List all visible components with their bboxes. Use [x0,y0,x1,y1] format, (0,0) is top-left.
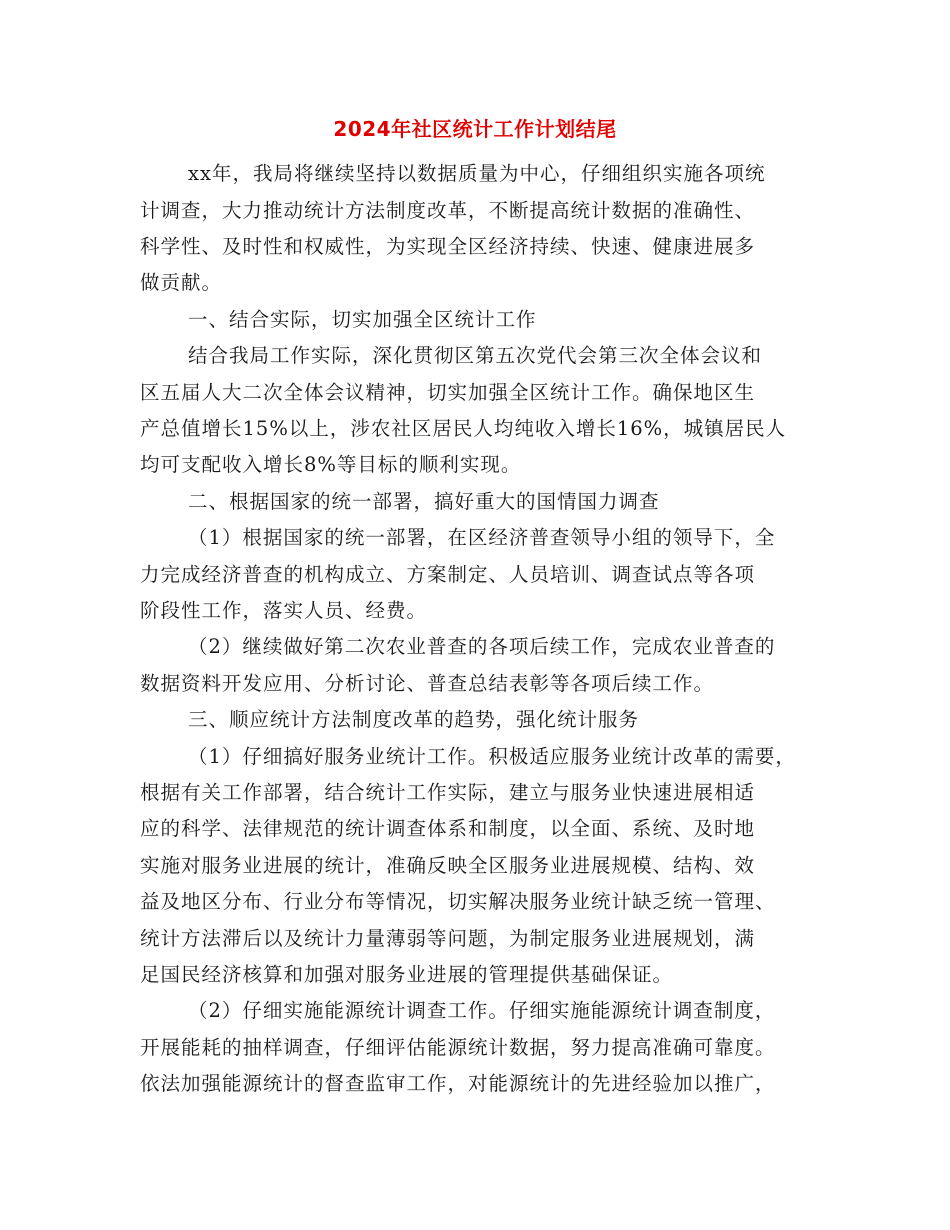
paragraph-line: 均可支配收入增长8%等目标的顺利实现。 [140,453,522,476]
paragraph-line: 益及地区分布、行业分布等情况，切实解决服务业统计缺乏统一管理、 [140,890,776,913]
paragraph-line: 计调查，大力推动统计方法制度改革，不断提高统计数据的准确性、 [140,199,756,222]
paragraph-line: 做贡献。 [140,271,223,294]
paragraph-line: 力完成经济普查的机构成立、方案制定、人员培训、调查试点等各项 [140,563,756,586]
document-title: 2024年社区统计工作计划结尾 [333,117,617,141]
paragraph-line: 统计方法滞后以及统计力量薄弱等问题，为制定服务业进展规划，满 [140,927,756,950]
paragraph-line: 区五届人大二次全体会议精神，切实加强全区统计工作。确保地区生 [140,381,756,404]
paragraph-line: xx年，我局将继续坚持以数据质量为中心，仔细组织实施各项统 [188,162,766,185]
paragraph-line: 数据资料开发应用、分析讨论、普查总结表彰等各项后续工作。 [140,672,715,695]
paragraph-line: 足国民经济核算和加强对服务业进展的管理提供基础保证。 [140,963,674,986]
paragraph-line: 根据有关工作部署，结合统计工作实际，建立与服务业快速进展相适 [140,781,756,804]
section-heading: 二、根据国家的统一部署，搞好重大的国情国力调查 [188,490,660,513]
paragraph-line: （1）仔细搞好服务业统计工作。积极适应服务业统计改革的需要， [188,745,796,768]
paragraph-line: 应的科学、法律规范的统计调查体系和制度，以全面、系统、及时地 [140,817,756,840]
paragraph-line: （2）仔细实施能源统计调查工作。仔细实施能源统计调查制度， [188,999,776,1022]
paragraph-line: 科学性、及时性和权威性，为实现全区经济持续、快速、健康进展多 [140,235,756,258]
paragraph-line: 实施对服务业进展的统计，准确反映全区服务业进展规模、结构、效 [140,854,756,877]
section-heading: 一、结合实际，切实加强全区统计工作 [188,308,537,331]
paragraph-line: 结合我局工作实际，深化贯彻区第五次党代会第三次全体会议和 [188,344,763,367]
paragraph-line: 阶段性工作，落实人员、经费。 [140,599,428,622]
paragraph-line: 开展能耗的抽样调查，仔细评估能源统计数据，努力提高准确可靠度。 [140,1036,776,1059]
paragraph-line: 依法加强能源统计的督查监审工作，对能源统计的先进经验加以推广， [140,1072,776,1095]
paragraph-line: （2）继续做好第二次农业普查的各项后续工作，完成农业普查的 [188,635,776,658]
paragraph-line: 产总值增长15%以上，涉农社区居民人均纯收入增长16%，城镇居民人 [140,417,787,440]
paragraph-line: （1）根据国家的统一部署，在区经济普查领导小组的领导下，全 [188,526,776,549]
section-heading: 三、顺应统计方法制度改革的趋势，强化统计服务 [188,708,640,731]
